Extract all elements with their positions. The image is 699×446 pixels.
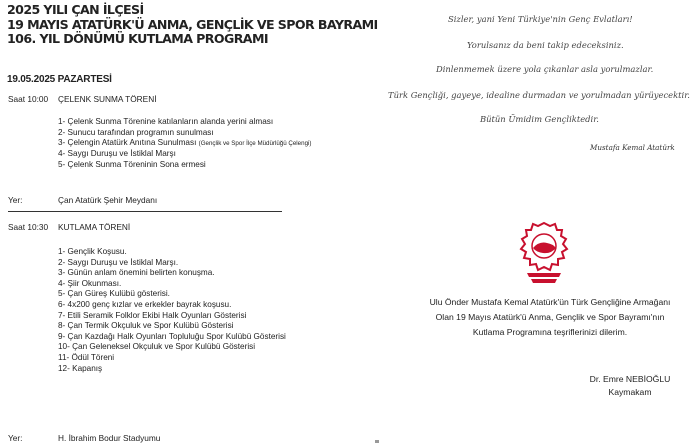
title-line-3: 106. YIL DÖNÜMÜ KUTLAMA PROGRAMI [7,31,268,47]
session2-item: 6- 4x200 genç kızlar ve erkekler bayrak koşusu. [58,299,232,309]
quote-line-4: Türk Gençliği, gayeye, idealine durmadan ve yorulmadan yürüyecektir. [388,90,690,100]
session2-time: Saat 10:30 [8,222,49,232]
session2-place-label: Yer: [8,433,23,443]
title-line-1: 2025 YILI ÇAN İLÇESİ [7,2,144,17]
session1-place: Çan Atatürk Şehir Meydanı [58,195,158,205]
session2-place: H. İbrahim Bodur Stadyumu [58,433,161,443]
session1-item: 4- Saygı Duruşu ve İstiklal Marşı [58,149,176,159]
session2-item: 3- Günün anlam önemini belirten konuşma. [58,268,215,278]
signer-role: Kaymakam [608,387,652,397]
session1-time: Saat 10:00 [8,94,49,104]
program-title [7,3,378,47]
quote-line-2: Yorulsanız da beni takip edeceksiniz. [467,40,624,50]
ministry-emblem-icon [517,221,571,287]
session2-item: 9- Çan Kazdağı Halk Oyunları Topluluğu Spor Kulübü Gösterisi [58,331,286,341]
session2-item: 11- Ödül Töreni [58,352,115,362]
session2-item: 10- Çan Geleneksel Okçuluk ve Spor Kulübü Gösterisi [58,342,256,352]
signer-block [560,373,699,399]
quote-signature: Mustafa Kemal Atatürk [590,143,675,152]
session1-item: 1- Çelenk Sunma Törenine katılanların alanda yerini alması [58,117,274,126]
session2-items [58,247,286,374]
session2-item: 4- Şiir Okunması. [58,278,122,288]
session1-item-text: 3- Çelengin Atatürk Anıtına Sunulması [58,138,197,148]
session1-item: 2- Sunucu tarafından programın sunulması [58,127,214,137]
session2-item: 12- Kapanış [58,363,103,373]
quote-line-1: Sizler, yani Yeni Türkiye'nin Genç Evlatları! [448,14,633,24]
invitation-line: Ulu Önder Mustafa Kemal Atatürk'ün Türk Gençliğine Armağanı [429,297,671,307]
quote-line-3: Dinlenmemek üzere yola çıkanlar asla yorulmazlar. [436,64,654,74]
session1-title: ÇELENK SUNMA TÖRENİ [58,94,157,104]
session1-item-note: (Gençlik ve Spor İlçe Müdürlüğü Çelengi) [198,140,312,148]
session1-place-label: Yer: [8,195,23,205]
program-date: 19.05.2025 PAZARTESİ [7,74,112,85]
section-divider [8,211,282,212]
title-line-2: 19 MAYIS ATATÜRK'Ü ANMA, GENÇLİK VE SPOR BAYRAMI [7,16,378,32]
session2-title: KUTLAMA TÖRENİ [58,222,131,232]
invitation-line: Kutlama Programına teşriflerinizi dilerim. [472,327,628,337]
invitation-text [405,295,695,340]
quote-line-5: Bütün Ümidim Gençliktedir. [480,114,599,124]
invitation-line: Olan 19 Mayıs Atatürk'ü Anma, Gençlik ve Spor Bayramı'nın [435,312,665,322]
signer-name: Dr. Emre NEBİOĞLU [589,374,671,384]
session2-item: 8- Çan Termik Okçuluk ve Spor Kulübü Gösterisi [58,321,234,331]
fold-mark [375,440,379,443]
session2-item: 5- Çan Güreş Kulübü gösterisi. [58,289,170,299]
session2-item: 7- Etili Seramik Folklor Ekibi Halk Oyunları Gösterisi [58,310,247,320]
session1-item [58,138,311,149]
session1-item: 5- Çelenk Sunma Töreninin Sona ermesi [58,159,206,169]
session1-items [58,117,311,170]
session2-item: 1- Gençlik Koşusu. [58,247,127,256]
session2-item: 2- Saygı Duruşu ve İstiklal Marşı. [58,257,179,267]
